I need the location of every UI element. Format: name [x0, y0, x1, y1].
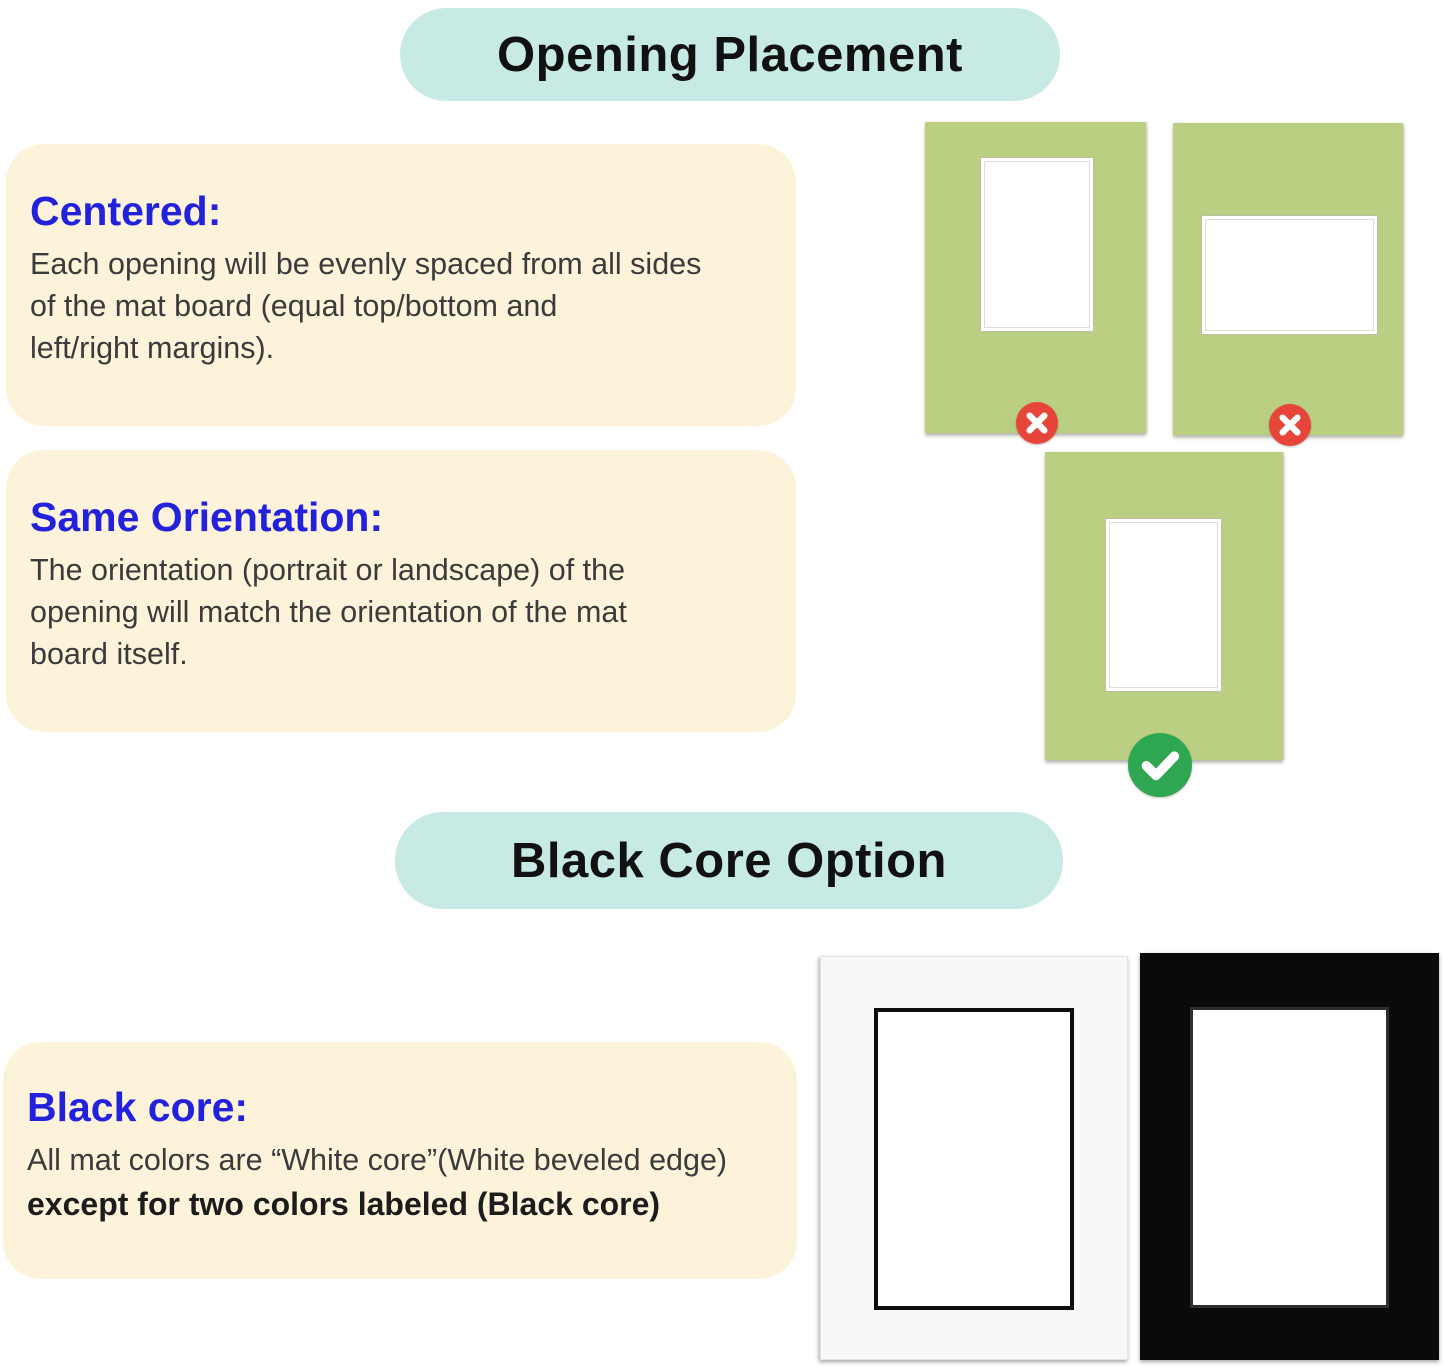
note-centered-line: Each opening will be evenly spaced from all sides — [30, 247, 702, 282]
x-icon — [1016, 402, 1058, 444]
mat-board-landscape-opening — [1173, 123, 1403, 435]
black-mat-opening — [1190, 1007, 1389, 1308]
note-black-core — [3, 1042, 797, 1279]
mat-opening-landscape — [1201, 215, 1378, 335]
note-orientation-line: board itself. — [30, 637, 188, 672]
note-black-core-heading: Black core: — [27, 1084, 249, 1130]
x-icon — [1269, 404, 1311, 446]
correct-badge — [1128, 733, 1192, 797]
white-mat-black-core-opening — [874, 1008, 1074, 1310]
note-centered-line: left/right margins). — [30, 331, 275, 366]
wrong-badge-2 — [1269, 404, 1311, 446]
note-orientation-line: The orientation (portrait or landscape) of the — [30, 553, 626, 588]
note-black-core-line-bold: except for two colors labeled (Black core) — [27, 1186, 661, 1223]
note-orientation — [6, 450, 796, 732]
check-icon — [1128, 733, 1192, 797]
note-orientation-line: opening will match the orientation of the mat — [30, 595, 627, 630]
note-black-core-line-regular: All mat colors are “White core”(White beveled edge) — [27, 1143, 728, 1178]
black-core-mat — [1140, 953, 1439, 1360]
note-centered-line: of the mat board (equal top/bottom and — [30, 289, 558, 324]
note-orientation-heading: Same Orientation: — [30, 494, 384, 540]
wrong-badge-1 — [1016, 402, 1058, 444]
banner-opening-placement-title: Opening Placement — [497, 27, 963, 82]
white-core-mat — [820, 956, 1128, 1360]
banner-opening-placement — [400, 8, 1060, 101]
mat-opening-centered — [1105, 518, 1222, 692]
mat-board-centered — [1045, 452, 1283, 760]
banner-black-core-option-title: Black Core Option — [511, 833, 947, 888]
note-centered — [6, 144, 796, 426]
note-centered-heading: Centered: — [30, 188, 222, 234]
mat-opening-portrait-top — [980, 157, 1094, 332]
mat-board-top-shifted — [925, 122, 1146, 433]
banner-black-core-option — [395, 812, 1063, 909]
